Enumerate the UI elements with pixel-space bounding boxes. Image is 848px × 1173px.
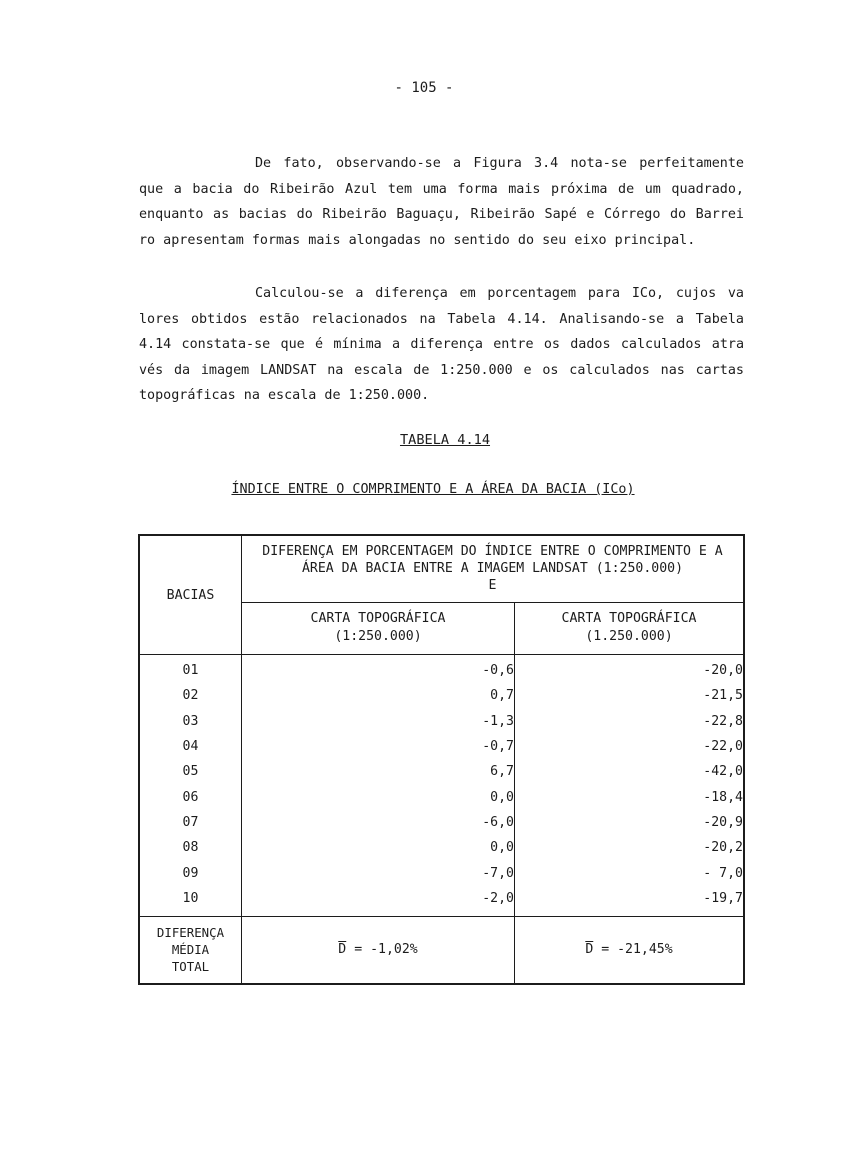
paragraph-2 — [139, 281, 744, 409]
carta-2-value: -18,4 — [515, 784, 745, 809]
paragraph-2-line: lores obtidos estão relacionados na Tabela 4.14. Analisando-se a Tabela — [139, 311, 744, 327]
total-carta-2-value: = -21,45% — [601, 942, 673, 958]
header-difference-line: ÁREA DA BACIA ENTRE A IMAGEM LANDSAT (1:250.000) — [301, 561, 684, 577]
mean-symbol: $\overline{D}$ — [338, 942, 347, 958]
header-carta-1-title: CARTA TOPOGRÁFICA — [310, 611, 446, 627]
table-row — [139, 655, 744, 684]
header-carta-2 — [515, 602, 745, 654]
header-difference — [242, 535, 745, 602]
header-difference-line: E — [488, 578, 497, 594]
carta-1-value: -6,0 — [242, 810, 515, 835]
table-row — [139, 860, 744, 885]
paragraph-2-line: 4.14 constata-se que é mínima a diferença entre os dados calculados atra — [139, 337, 744, 352]
total-label-line: DIFERENÇA — [156, 925, 225, 941]
carta-1-value: 0,7 — [242, 683, 515, 708]
header-carta-2-scale: (1.250.000) — [585, 629, 673, 645]
bacia-id: 08 — [139, 835, 242, 860]
carta-2-value: -21,5 — [515, 683, 745, 708]
carta-2-value: -20,0 — [515, 655, 745, 684]
table-row — [139, 734, 744, 759]
table-body — [139, 655, 744, 917]
bacia-id: 02 — [139, 683, 242, 708]
page-number: - 105 - — [394, 80, 454, 96]
bacia-id: 04 — [139, 734, 242, 759]
bacia-id: 03 — [139, 709, 242, 734]
table-row — [139, 759, 744, 784]
table-row — [139, 709, 744, 734]
total-carta-2 — [515, 916, 745, 984]
carta-2-value: -19,7 — [515, 886, 745, 917]
table-caption: ÍNDICE ENTRE O COMPRIMENTO E A ÁREA DA BACIA (ICo) — [231, 482, 635, 497]
data-table — [138, 534, 745, 985]
carta-1-value: -7,0 — [242, 860, 515, 885]
header-bacias: BACIAS — [139, 535, 242, 655]
carta-2-value: -42,0 — [515, 759, 745, 784]
mean-symbol: $\overline{D}$ — [585, 942, 594, 958]
paragraph-1 — [139, 151, 744, 253]
paragraph-2-line: Calculou-se a diferença em porcentagem para ICo, cujos va — [255, 286, 744, 301]
carta-2-value: -22,8 — [515, 709, 745, 734]
table-title: TABELA 4.14 — [399, 432, 491, 448]
carta-1-value: 6,7 — [242, 759, 515, 784]
paragraph-2-line: vés da imagem LANDSAT na escala de 1:250.000 e os calculados nas cartas — [139, 362, 744, 378]
carta-2-value: -20,2 — [515, 835, 745, 860]
carta-1-value: -0,6 — [242, 655, 515, 684]
header-carta-1 — [242, 602, 515, 654]
bacia-id: 10 — [139, 886, 242, 917]
paragraph-1-line: De fato, observando-se a Figura 3.4 nota-se perfeitamente — [255, 156, 744, 171]
bacia-id: 09 — [139, 860, 242, 885]
paragraph-1-line: ro apresentam formas mais alongadas no sentido do seu eixo principal. — [139, 232, 696, 248]
total-row — [139, 916, 744, 984]
table-row — [139, 683, 744, 708]
table-row — [139, 886, 744, 917]
bacia-id: 06 — [139, 784, 242, 809]
paragraph-1-line: enquanto as bacias do Ribeirão Baguaçu, Ribeirão Sapé e Córrego do Barrei — [139, 207, 744, 222]
bacia-id: 01 — [139, 655, 242, 684]
total-carta-1 — [242, 916, 515, 984]
carta-1-value: -2,0 — [242, 886, 515, 917]
carta-2-value: -22,0 — [515, 734, 745, 759]
total-label-line: MÉDIA — [171, 942, 210, 958]
carta-1-value: -1,3 — [242, 709, 515, 734]
paragraph-2-line: topográficas na escala de 1:250.000. — [139, 388, 430, 403]
bacia-id: 07 — [139, 810, 242, 835]
carta-2-value: -20,9 — [515, 810, 745, 835]
total-label — [139, 916, 242, 984]
header-carta-1-scale: (1:250.000) — [334, 629, 422, 645]
carta-1-value: 0,0 — [242, 835, 515, 860]
carta-1-value: 0,0 — [242, 784, 515, 809]
carta-1-value: -0,7 — [242, 734, 515, 759]
carta-2-value: - 7,0 — [515, 860, 745, 885]
header-carta-2-title: CARTA TOPOGRÁFICA — [561, 611, 697, 627]
total-label-line: TOTAL — [171, 959, 210, 975]
table-row — [139, 835, 744, 860]
bacia-id: 05 — [139, 759, 242, 784]
header-difference-line: DIFERENÇA EM PORCENTAGEM DO ÍNDICE ENTRE O COMPRIMENTO E A — [262, 544, 723, 560]
total-carta-1-value: = -1,02% — [354, 942, 418, 958]
table-row — [139, 784, 744, 809]
table-row — [139, 810, 744, 835]
paragraph-1-line: que a bacia do Ribeirão Azul tem uma forma mais próxima de um quadrado, — [139, 181, 744, 197]
